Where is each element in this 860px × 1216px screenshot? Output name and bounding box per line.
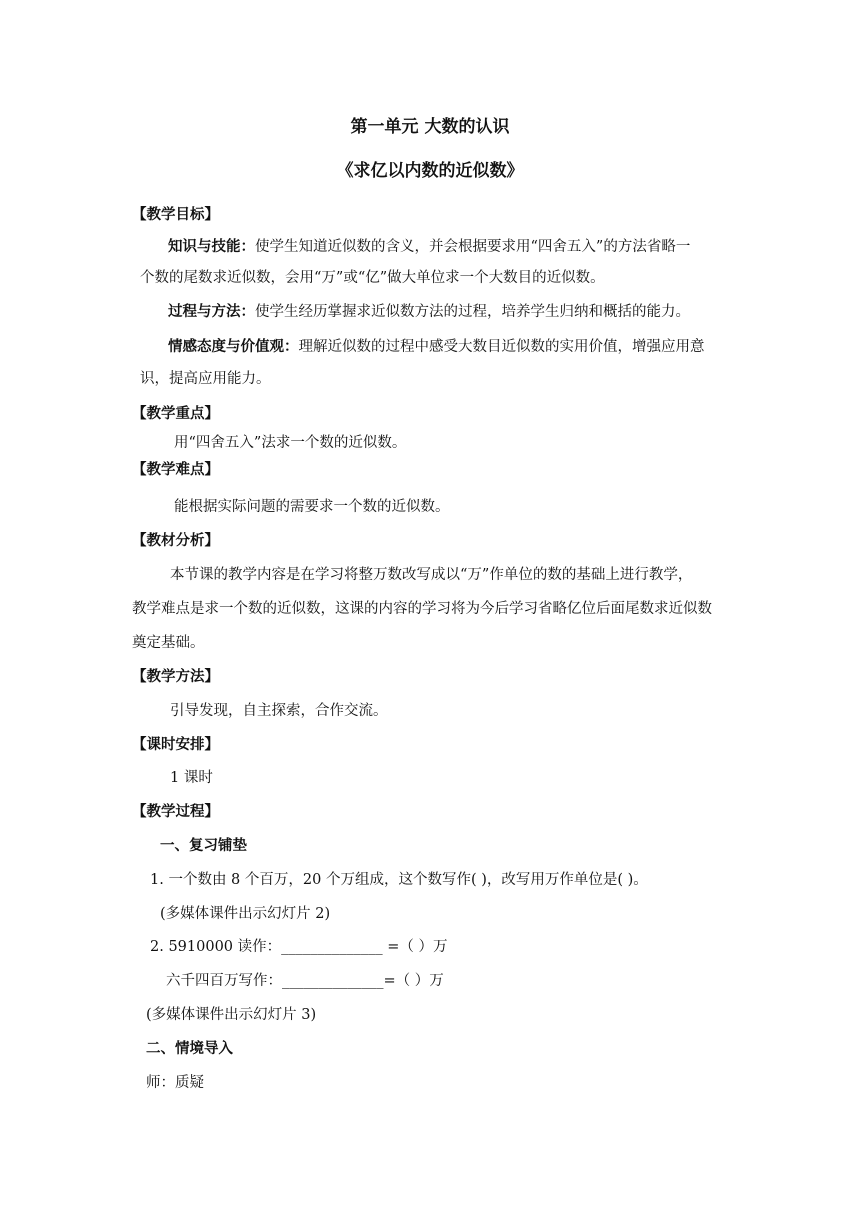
emotion-paragraph bbox=[168, 337, 705, 357]
section-situation: 二、情境导入 bbox=[146, 1040, 233, 1057]
page-title: 第一单元 大数的认识 bbox=[350, 117, 510, 137]
schedule-text: 1 课时 bbox=[170, 770, 213, 786]
knowledge-paragraph bbox=[168, 237, 690, 257]
process-text: 使学生经历掌握求近似数方法的过程，培养学生归纳和概括的能力。 bbox=[255, 304, 690, 320]
knowledge-text-line2: 个数的尾数求近似数，会用“万”或“亿”做大单位求一个大数目的近似数。 bbox=[140, 270, 605, 286]
analysis-line3: 奠定基础。 bbox=[132, 635, 205, 651]
exercise-1-note: (多媒体课件出示幻灯片 2) bbox=[160, 906, 331, 922]
analysis-line1: 本节课的教学内容是在学习将整万数改写成以“万”作单位的数的基础上进行教学， bbox=[170, 567, 693, 583]
key-points-text: 用“四舍五入”法求一个数的近似数。 bbox=[174, 435, 407, 451]
teacher-line: 师：质疑 bbox=[146, 1075, 204, 1091]
methods-heading: 【教学方法】 bbox=[132, 668, 219, 685]
page-subtitle: 《求亿以内数的近似数》 bbox=[336, 161, 524, 181]
difficulties-heading: 【教学难点】 bbox=[132, 461, 219, 478]
emotion-text-line1: 理解近似数的过程中感受大数目近似数的实用价值，增强应用意 bbox=[298, 339, 705, 355]
exercise-1: 1. 一个数由 8 个百万，20 个万组成，这个数写作( )，改写用万作单位是( )。 bbox=[150, 872, 648, 888]
exercise-2-note: (多媒体课件出示幻灯片 3) bbox=[146, 1007, 317, 1023]
section-review: 一、复习铺垫 bbox=[160, 837, 247, 854]
process-paragraph bbox=[168, 302, 690, 322]
objectives-heading: 【教学目标】 bbox=[132, 206, 219, 223]
knowledge-text-line1: 使学生知道近似数的含义，并会根据要求用“四舍五入”的方法省略一 bbox=[255, 239, 691, 255]
process-heading: 【教学过程】 bbox=[132, 803, 219, 820]
exercise-2: 2. 5910000 读作：______________ =（ ）万 bbox=[150, 939, 448, 955]
methods-text: 引导发现，自主探索，合作交流。 bbox=[170, 703, 388, 719]
process-label: 过程与方法： bbox=[168, 303, 255, 320]
difficulties-text: 能根据实际问题的需要求一个数的近似数。 bbox=[174, 499, 450, 515]
schedule-heading: 【课时安排】 bbox=[132, 736, 219, 753]
key-points-heading: 【教学重点】 bbox=[132, 405, 219, 422]
emotion-label: 情感态度与价值观： bbox=[168, 338, 299, 355]
emotion-text-line2: 识，提高应用能力。 bbox=[140, 371, 271, 387]
knowledge-label: 知识与技能： bbox=[168, 238, 255, 255]
exercise-2-line2: 六千四百万写作：______________=（ ）万 bbox=[166, 973, 444, 989]
analysis-heading: 【教材分析】 bbox=[132, 532, 219, 549]
analysis-line2: 教学难点是求一个数的近似数，这课的内容的学习将为今后学习省略亿位后面尾数求近似数 bbox=[132, 601, 712, 617]
